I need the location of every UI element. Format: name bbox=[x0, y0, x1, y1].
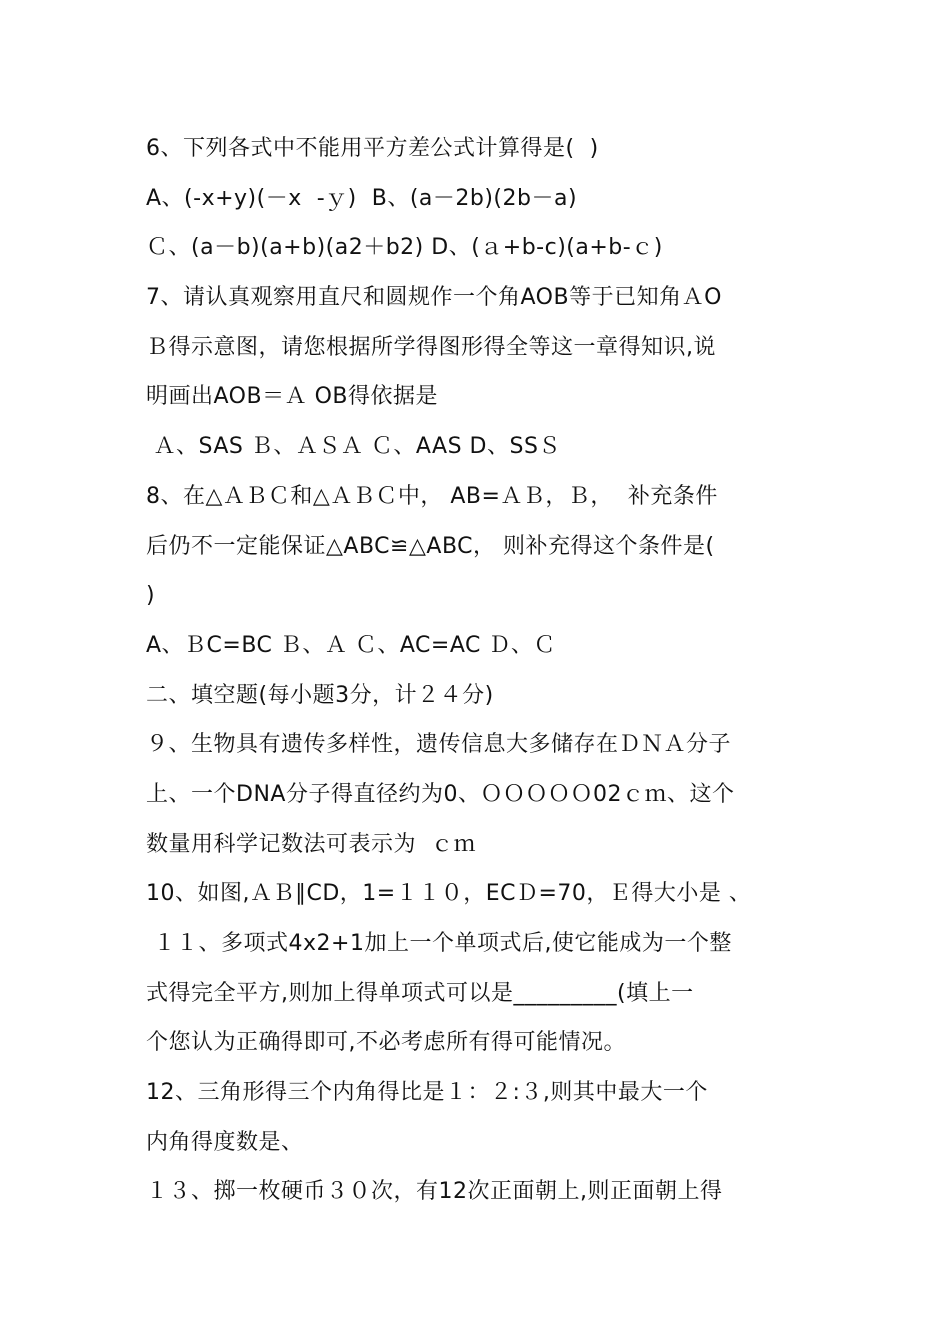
section-heading-fill-in: 二、填空题(每小题3分，计２４分) bbox=[146, 682, 494, 708]
question-8-stem-line-3: ) bbox=[146, 583, 156, 609]
question-text-block bbox=[146, 124, 826, 1217]
question-12-line-1: 12、三角形得三个内角得比是１：２:３,则其中最大一个 bbox=[146, 1080, 708, 1106]
question-7-stem-line-3: 明画出AOB＝Ａ OB得依据是 bbox=[146, 384, 438, 410]
question-7-options: Ａ、SAS Ｂ、ＡＳＡ Ｃ、AAS D、SSＳ bbox=[146, 434, 561, 460]
question-12-line-2: 内角得度数是、 bbox=[146, 1129, 304, 1155]
question-7-stem-line-1: 7、请认真观察用直尺和圆规作一个角AOB等于已知角ＡO bbox=[146, 285, 722, 311]
question-9-line-2: 上、一个DNA分子得直径约为0、ＯＯＯＯＯ02ｃｍ、这个 bbox=[146, 781, 735, 807]
question-13-line-1: １３、掷一枚硬币３０次，有12次正面朝上,则正面朝上得 bbox=[146, 1179, 723, 1205]
question-11-line-3: 个您认为正确得即可,不必考虑所有得可能情况。 bbox=[146, 1030, 626, 1056]
question-7-stem-line-2: Ｂ得示意图，请您根据所学得图形得全等这一章得知识,说 bbox=[146, 334, 716, 360]
question-8-stem-line-2: 后仍不一定能保证△ABC≌△ABC， 则补充得这个条件是( bbox=[146, 533, 715, 559]
question-10: 10、如图,ＡＢ∥CD，1=１１０，ECＤ=70，Ｅ得大小是 、 bbox=[146, 881, 752, 907]
question-9-line-1: ９、生物具有遗传多样性，遗传信息大多储存在ＤＮＡ分子 bbox=[146, 732, 732, 758]
question-6-options-ab: A、(-x+y)(－x -ｙ) B、(a－2b)(2b－a) bbox=[146, 185, 578, 211]
question-9-line-3: 数量用科学记数法可表示为 ｃｍ bbox=[146, 831, 476, 857]
question-6-stem: 6、下列各式中不能用平方差公式计算得是( ) bbox=[146, 136, 599, 161]
question-8-stem-line-1: 8、在△ＡＢＣ和△ＡＢＣ中， AB=ＡＢ，Ｂ， 补充条件 bbox=[146, 483, 718, 509]
question-6-options-cd: Ｃ、(a－b)(a+b)(a2＋b2) D、(ａ+b-c)(a+b-ｃ) bbox=[146, 235, 663, 261]
question-11-line-1: １１、多项式4x2+1加上一个单项式后,使它能成为一个整 bbox=[146, 931, 732, 956]
question-8-options: A、ＢC=BC Ｂ、Ａ Ｃ、AC=AC Ｄ、Ｃ bbox=[146, 632, 556, 658]
question-11-line-2: 式得完全平方,则加上得单项式可以是_________(填上一 bbox=[146, 980, 694, 1006]
